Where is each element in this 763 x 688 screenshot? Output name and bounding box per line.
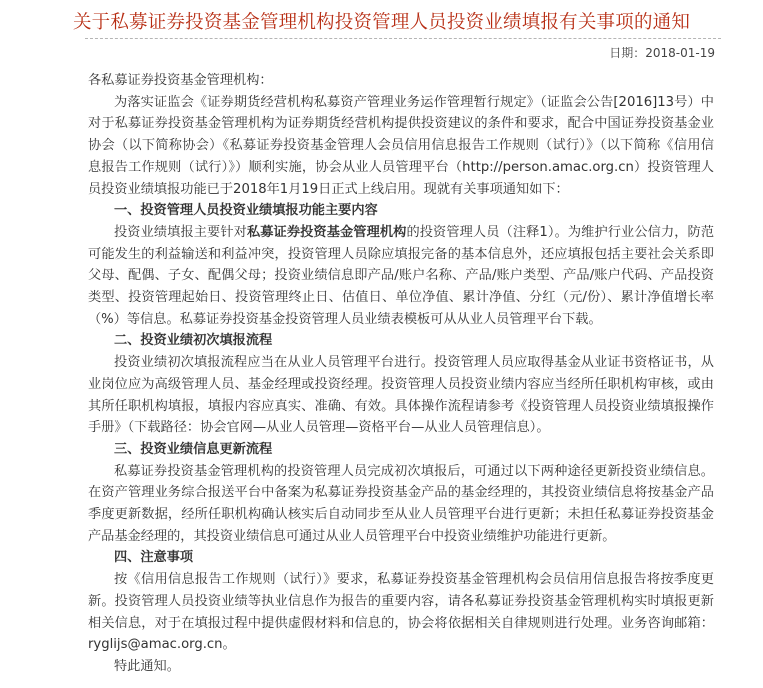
publish-date — [609, 44, 715, 61]
date-value: 2018-01-19 — [645, 46, 715, 60]
section-4-heading: 四、注意事项 — [114, 550, 194, 566]
section-1-heading: 一、投资管理人员投资业绩填报功能主要内容 — [114, 203, 378, 219]
section-3-paragraph: 私募证券投资基金管理机构的投资管理人员完成初次填报后，可通过以下两种途径更新投资业绩信息。在资产管理业务综合报送平台中备案为私募证券投资基金产品的基金经理的，其投资业绩信息将按基金产品季度更新数据，经所任职机构确认核实后自动同步至从业人员管理平台进行更新；未担任私募证券投资基金产品基金经理的，其投资业绩信息可通过从业人员管理平台中投资业绩维护功能进行更新。 — [88, 463, 714, 544]
closing-line: 特此通知。 — [114, 658, 180, 674]
section-3-heading: 三、投资业绩信息更新流程 — [114, 441, 273, 457]
title-divider — [85, 38, 721, 39]
section-1-text-post: 的投资管理人员（注释1）。为维护行业公信力，防范可能发生的利益输送和利益冲突，投资管理人员除应填报完备的基本信息外，还应填报包括主要社会关系即父母、配偶、子女、配偶父母；投资业绩信息即产品/账户名称、产品/账户类型、产品/账户代码、产品投资类型、投资管理起始日、投资管理终止日、估值日、单位净值、累计净值、分红（元/份）、累计净值增长率（%）等信息。私募证券投资基金投资管理人员业绩表模板可从从业人员管理平台下载。 — [88, 224, 715, 327]
date-label: 日期： — [609, 46, 646, 60]
section-4-paragraph: 按《信用信息报告工作规则（试行）》要求，私募证券投资基金管理机构会员信用信息报告将按季度更新。投资管理人员投资业绩等执业信息作为报告的重要内容，请各私募证券投资基金管理机构实时填报更新相关信息，对于在填报过程中提供虚假材料和信息的，协会将依据相关自律规则进行处理。业务咨询邮箱：ryglijs@amac.org.cn。 — [88, 572, 714, 653]
page-title: 关于私募证券投资基金管理机构投资管理人员投资业绩填报有关事项的通知 — [72, 12, 691, 33]
intro-paragraph: 为落实证监会《证券期货经营机构私募资产管理业务运作管理暂行规定》（证监会公告[2016]13号）中对于私募证券投资基金管理机构为证券期货经营机构提供投资建议的条件和要求，配合中国证券投资基金业协会（以下简称协会）《私募证券投资基金管理人会员信用信息报告工作规则（试行）》（以下简称《信用信息报告工作规则（试行）》）顺利实施，协会从业人员管理平台（http://person.amac.org.cn）投资管理人员投资业绩填报功能已于2018年1月19日正式上线启用。现就有关事项通知如下： — [88, 94, 714, 197]
salutation: 各私募证券投资基金管理机构： — [88, 73, 273, 88]
section-2-paragraph: 投资业绩初次填报流程应当在从业人员管理平台进行。投资管理人员应取得基金从业证书资格证书，从业岗位应为高级管理人员、基金经理或投资经理。投资管理人员投资业绩内容应当经所任职机构审核，或由其所任职机构填报，填报内容应真实、准确、有效。具体操作流程请参考《投资管理人员投资业绩填报操作手册》（下载路径：协会官网—从业人员管理—资格平台—从业人员管理信息）。 — [88, 355, 714, 436]
section-1-paragraph — [88, 222, 714, 331]
section-1-text-pre: 投资业绩填报主要针对 — [114, 224, 247, 240]
section-2-heading: 二、投资业绩初次填报流程 — [114, 333, 273, 349]
article-body — [88, 70, 714, 678]
section-1-highlight: 私募证券投资基金管理机构 — [246, 224, 407, 240]
